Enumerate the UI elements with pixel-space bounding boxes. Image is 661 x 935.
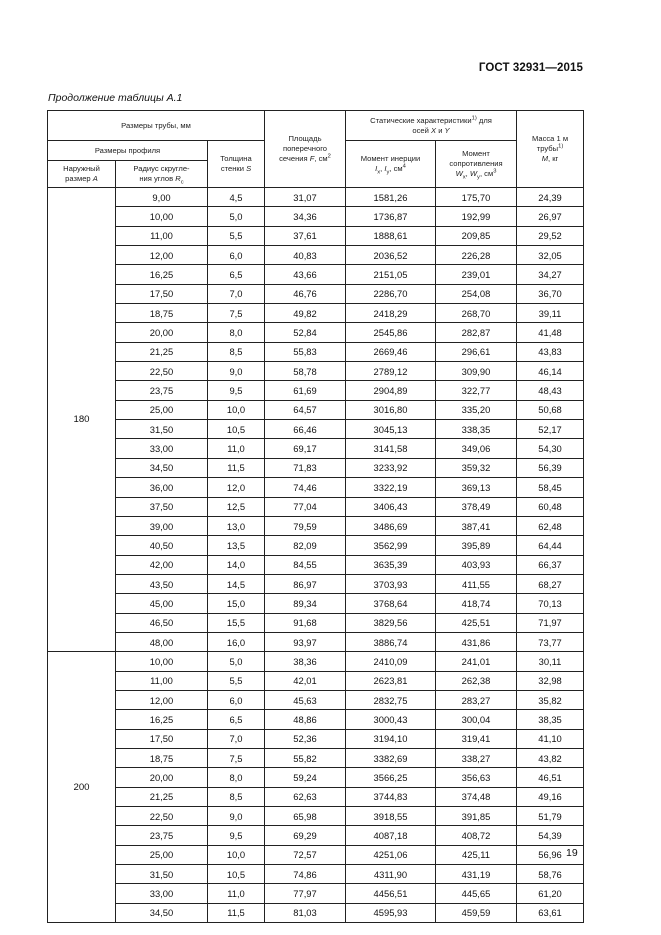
table-header — [48, 111, 584, 188]
modulus-cell: 283,27 — [436, 690, 517, 709]
table-caption: Продолжение таблицы А.1 — [48, 92, 183, 104]
wall-cell: 7,5 — [208, 304, 265, 323]
inertia-cell: 3322,19 — [346, 478, 436, 497]
radius-cell: 23,75 — [116, 381, 208, 400]
inertia-cell: 3141,58 — [346, 439, 436, 458]
mass-cell: 34,27 — [517, 265, 584, 284]
mass-cell: 26,97 — [517, 207, 584, 226]
inertia-cell: 3635,39 — [346, 555, 436, 574]
radius-cell: 12,00 — [116, 246, 208, 265]
mass-cell: 56,96 — [517, 845, 584, 864]
modulus-cell: 349,06 — [436, 439, 517, 458]
inertia-cell: 2623,81 — [346, 671, 436, 690]
area-cell: 74,46 — [265, 478, 346, 497]
modulus-cell: 319,41 — [436, 729, 517, 748]
area-cell: 59,24 — [265, 768, 346, 787]
radius-cell: 16,25 — [116, 710, 208, 729]
table-row — [48, 420, 584, 439]
table-row — [48, 536, 584, 555]
modulus-cell: 175,70 — [436, 188, 517, 207]
radius-cell: 31,50 — [116, 865, 208, 884]
radius-cell: 11,00 — [116, 226, 208, 245]
modulus-cell: 445,65 — [436, 884, 517, 903]
inertia-cell: 3829,56 — [346, 613, 436, 632]
inertia-cell: 3000,43 — [346, 710, 436, 729]
table-row — [48, 246, 584, 265]
modulus-cell: 387,41 — [436, 516, 517, 535]
area-cell: 55,83 — [265, 342, 346, 361]
inertia-cell: 3016,80 — [346, 400, 436, 419]
inertia-cell: 4456,51 — [346, 884, 436, 903]
wall-cell: 12,5 — [208, 497, 265, 516]
radius-cell: 16,25 — [116, 265, 208, 284]
mass-cell: 58,45 — [517, 478, 584, 497]
modulus-cell: 241,01 — [436, 652, 517, 671]
table-row — [48, 265, 584, 284]
table-body — [48, 188, 584, 923]
modulus-cell: 378,49 — [436, 497, 517, 516]
inertia-cell: 2286,70 — [346, 284, 436, 303]
modulus-cell: 418,74 — [436, 594, 517, 613]
wall-cell: 10,5 — [208, 865, 265, 884]
table-row — [48, 690, 584, 709]
table-row — [48, 284, 584, 303]
table-row — [48, 381, 584, 400]
table-row — [48, 362, 584, 381]
table-row — [48, 342, 584, 361]
header-profile-sizes: Размеры профиля — [48, 141, 208, 161]
radius-cell: 21,25 — [116, 787, 208, 806]
radius-cell: 36,00 — [116, 478, 208, 497]
area-cell: 77,97 — [265, 884, 346, 903]
inertia-cell: 4087,18 — [346, 826, 436, 845]
mass-cell: 46,14 — [517, 362, 584, 381]
header-moment-of-inertia: Момент инерции $I_x$, $I_y$, $см^4$ — [346, 141, 436, 188]
inertia-cell: 3045,13 — [346, 420, 436, 439]
header-pipe-sizes: Размеры трубы, мм — [48, 111, 265, 141]
modulus-cell: 395,89 — [436, 536, 517, 555]
table-row — [48, 439, 584, 458]
inertia-cell: 1888,61 — [346, 226, 436, 245]
inertia-cell: 3744,83 — [346, 787, 436, 806]
mass-cell: 51,79 — [517, 807, 584, 826]
inertia-cell: 3406,43 — [346, 497, 436, 516]
modulus-cell: 268,70 — [436, 304, 517, 323]
outer-size-cell: 180 — [48, 188, 116, 652]
table-row — [48, 400, 584, 419]
mass-cell: 29,52 — [517, 226, 584, 245]
mass-cell: 32,05 — [517, 246, 584, 265]
wall-cell: 11,0 — [208, 884, 265, 903]
radius-cell: 48,00 — [116, 632, 208, 651]
inertia-cell: 3768,64 — [346, 594, 436, 613]
table-row — [48, 594, 584, 613]
header-static-characteristics: Статические характеристики$^{1)}$ для осей X и Y — [346, 111, 517, 141]
modulus-cell: 369,13 — [436, 478, 517, 497]
table-row — [48, 188, 584, 207]
modulus-cell: 226,28 — [436, 246, 517, 265]
wall-cell: 13,0 — [208, 516, 265, 535]
table-row — [48, 884, 584, 903]
mass-cell: 36,70 — [517, 284, 584, 303]
area-cell: 49,82 — [265, 304, 346, 323]
modulus-cell: 431,19 — [436, 865, 517, 884]
inertia-cell: 1736,87 — [346, 207, 436, 226]
wall-cell: 14,5 — [208, 574, 265, 593]
table-row — [48, 304, 584, 323]
area-cell: 37,61 — [265, 226, 346, 245]
radius-cell: 45,00 — [116, 594, 208, 613]
modulus-cell: 296,61 — [436, 342, 517, 361]
modulus-cell: 459,59 — [436, 903, 517, 922]
area-cell: 86,97 — [265, 574, 346, 593]
inertia-cell: 3886,74 — [346, 632, 436, 651]
properties-table — [47, 110, 584, 923]
wall-cell: 9,0 — [208, 807, 265, 826]
radius-cell: 10,00 — [116, 207, 208, 226]
radius-cell: 18,75 — [116, 304, 208, 323]
radius-cell: 22,50 — [116, 807, 208, 826]
wall-cell: 5,0 — [208, 652, 265, 671]
area-cell: 34,36 — [265, 207, 346, 226]
area-cell: 31,07 — [265, 188, 346, 207]
wall-cell: 14,0 — [208, 555, 265, 574]
table-row — [48, 632, 584, 651]
inertia-cell: 2832,75 — [346, 690, 436, 709]
radius-cell: 17,50 — [116, 284, 208, 303]
radius-cell: 18,75 — [116, 748, 208, 767]
radius-cell: 20,00 — [116, 768, 208, 787]
area-cell: 72,57 — [265, 845, 346, 864]
header-wall-thickness: Толщина стенки S — [208, 141, 265, 188]
inertia-cell: 3382,69 — [346, 748, 436, 767]
radius-cell: 34,50 — [116, 903, 208, 922]
area-cell: 45,63 — [265, 690, 346, 709]
modulus-cell: 322,77 — [436, 381, 517, 400]
area-cell: 84,55 — [265, 555, 346, 574]
wall-cell: 10,5 — [208, 420, 265, 439]
modulus-cell: 192,99 — [436, 207, 517, 226]
area-cell: 48,86 — [265, 710, 346, 729]
area-cell: 81,03 — [265, 903, 346, 922]
header-outer-size: Наружный размер A — [48, 161, 116, 188]
area-cell: 64,57 — [265, 400, 346, 419]
radius-cell: 25,00 — [116, 400, 208, 419]
radius-cell: 11,00 — [116, 671, 208, 690]
mass-cell: 30,11 — [517, 652, 584, 671]
modulus-cell: 300,04 — [436, 710, 517, 729]
wall-cell: 5,5 — [208, 671, 265, 690]
area-cell: 42,01 — [265, 671, 346, 690]
inertia-cell: 4251,06 — [346, 845, 436, 864]
table-row — [48, 748, 584, 767]
modulus-cell: 338,35 — [436, 420, 517, 439]
inertia-cell: 2669,46 — [346, 342, 436, 361]
radius-cell: 10,00 — [116, 652, 208, 671]
wall-cell: 6,5 — [208, 265, 265, 284]
wall-cell: 11,5 — [208, 903, 265, 922]
modulus-cell: 403,93 — [436, 555, 517, 574]
modulus-cell: 425,51 — [436, 613, 517, 632]
radius-cell: 43,50 — [116, 574, 208, 593]
modulus-cell: 335,20 — [436, 400, 517, 419]
table-row — [48, 671, 584, 690]
mass-cell: 50,68 — [517, 400, 584, 419]
area-cell: 71,83 — [265, 458, 346, 477]
modulus-cell: 391,85 — [436, 807, 517, 826]
inertia-cell: 2545,86 — [346, 323, 436, 342]
inertia-cell: 1581,26 — [346, 188, 436, 207]
inertia-cell: 2151,05 — [346, 265, 436, 284]
modulus-cell: 425,11 — [436, 845, 517, 864]
mass-cell: 48,43 — [517, 381, 584, 400]
mass-cell: 43,82 — [517, 748, 584, 767]
mass-cell: 62,48 — [517, 516, 584, 535]
radius-cell: 12,00 — [116, 690, 208, 709]
area-cell: 74,86 — [265, 865, 346, 884]
area-cell: 69,17 — [265, 439, 346, 458]
mass-cell: 32,98 — [517, 671, 584, 690]
mass-cell: 43,83 — [517, 342, 584, 361]
table-row — [48, 845, 584, 864]
table-row — [48, 807, 584, 826]
mass-cell: 54,39 — [517, 826, 584, 845]
mass-cell: 56,39 — [517, 458, 584, 477]
wall-cell: 6,0 — [208, 246, 265, 265]
mass-cell: 41,48 — [517, 323, 584, 342]
mass-cell: 61,20 — [517, 884, 584, 903]
wall-cell: 11,5 — [208, 458, 265, 477]
wall-cell: 8,0 — [208, 768, 265, 787]
wall-cell: 8,0 — [208, 323, 265, 342]
wall-cell: 5,0 — [208, 207, 265, 226]
radius-cell: 33,00 — [116, 439, 208, 458]
mass-cell: 73,77 — [517, 632, 584, 651]
modulus-cell: 356,63 — [436, 768, 517, 787]
modulus-cell: 262,38 — [436, 671, 517, 690]
modulus-cell: 411,55 — [436, 574, 517, 593]
area-cell: 65,98 — [265, 807, 346, 826]
mass-cell: 58,76 — [517, 865, 584, 884]
wall-cell: 6,0 — [208, 690, 265, 709]
mass-cell: 71,97 — [517, 613, 584, 632]
inertia-cell: 2789,12 — [346, 362, 436, 381]
wall-cell: 7,0 — [208, 729, 265, 748]
mass-cell: 54,30 — [517, 439, 584, 458]
inertia-cell: 4311,90 — [346, 865, 436, 884]
table-row — [48, 323, 584, 342]
table-row — [48, 226, 584, 245]
wall-cell: 9,5 — [208, 381, 265, 400]
area-cell: 66,46 — [265, 420, 346, 439]
area-cell: 55,82 — [265, 748, 346, 767]
mass-cell: 60,48 — [517, 497, 584, 516]
modulus-cell: 239,01 — [436, 265, 517, 284]
wall-cell: 8,5 — [208, 342, 265, 361]
page-number: 19 — [566, 847, 578, 859]
modulus-cell: 338,27 — [436, 748, 517, 767]
inertia-cell: 3233,92 — [346, 458, 436, 477]
radius-cell: 25,00 — [116, 845, 208, 864]
radius-cell: 31,50 — [116, 420, 208, 439]
table-row — [48, 516, 584, 535]
inertia-cell: 3703,93 — [346, 574, 436, 593]
table-row — [48, 207, 584, 226]
area-cell: 77,04 — [265, 497, 346, 516]
document-header: ГОСТ 32931—2015 — [478, 62, 583, 74]
table-row — [48, 613, 584, 632]
header-area: Площадь поперечного сечения F, $см^2$ — [265, 111, 346, 188]
wall-cell: 8,5 — [208, 787, 265, 806]
inertia-cell: 3918,55 — [346, 807, 436, 826]
mass-cell: 64,44 — [517, 536, 584, 555]
inertia-cell: 4595,93 — [346, 903, 436, 922]
radius-cell: 42,00 — [116, 555, 208, 574]
inertia-cell: 3194,10 — [346, 729, 436, 748]
wall-cell: 16,0 — [208, 632, 265, 651]
radius-cell: 46,50 — [116, 613, 208, 632]
table-row — [48, 574, 584, 593]
table-row — [48, 903, 584, 922]
inertia-cell: 3566,25 — [346, 768, 436, 787]
inertia-cell: 2036,52 — [346, 246, 436, 265]
mass-cell: 24,39 — [517, 188, 584, 207]
inertia-cell: 3486,69 — [346, 516, 436, 535]
mass-cell: 66,37 — [517, 555, 584, 574]
radius-cell: 9,00 — [116, 188, 208, 207]
modulus-cell: 282,87 — [436, 323, 517, 342]
modulus-cell: 408,72 — [436, 826, 517, 845]
mass-cell: 70,13 — [517, 594, 584, 613]
radius-cell: 20,00 — [116, 323, 208, 342]
mass-cell: 35,82 — [517, 690, 584, 709]
table-row — [48, 787, 584, 806]
table-row — [48, 652, 584, 671]
table-row — [48, 555, 584, 574]
radius-cell: 33,00 — [116, 884, 208, 903]
mass-cell: 41,10 — [517, 729, 584, 748]
header-corner-radius: Радиус скругле- ния углов $R_c$ — [116, 161, 208, 188]
wall-cell: 10,0 — [208, 400, 265, 419]
inertia-cell: 2418,29 — [346, 304, 436, 323]
mass-cell: 39,11 — [517, 304, 584, 323]
inertia-cell: 2904,89 — [346, 381, 436, 400]
radius-cell: 40,50 — [116, 536, 208, 555]
outer-size-cell: 200 — [48, 652, 116, 923]
area-cell: 62,63 — [265, 787, 346, 806]
modulus-cell: 254,08 — [436, 284, 517, 303]
header-section-modulus: Момент сопротивления $W_x$, $W_y$, $см^3$ — [436, 141, 517, 188]
area-cell: 82,09 — [265, 536, 346, 555]
mass-cell: 38,35 — [517, 710, 584, 729]
modulus-cell: 359,32 — [436, 458, 517, 477]
table-row — [48, 478, 584, 497]
table-row — [48, 458, 584, 477]
wall-cell: 9,5 — [208, 826, 265, 845]
header-mass: Масса 1 м трубы$^{1)}$ M, кг — [517, 111, 584, 188]
radius-cell: 22,50 — [116, 362, 208, 381]
wall-cell: 9,0 — [208, 362, 265, 381]
table-row — [48, 729, 584, 748]
area-cell: 89,34 — [265, 594, 346, 613]
radius-cell: 37,50 — [116, 497, 208, 516]
area-cell: 52,36 — [265, 729, 346, 748]
area-cell: 43,66 — [265, 265, 346, 284]
area-cell: 46,76 — [265, 284, 346, 303]
area-cell: 91,68 — [265, 613, 346, 632]
area-cell: 58,78 — [265, 362, 346, 381]
table-row — [48, 497, 584, 516]
mass-cell: 52,17 — [517, 420, 584, 439]
area-cell: 69,29 — [265, 826, 346, 845]
radius-cell: 17,50 — [116, 729, 208, 748]
area-cell: 52,84 — [265, 323, 346, 342]
mass-cell: 63,61 — [517, 903, 584, 922]
mass-cell: 46,51 — [517, 768, 584, 787]
table-row — [48, 865, 584, 884]
wall-cell: 13,5 — [208, 536, 265, 555]
area-cell: 61,69 — [265, 381, 346, 400]
radius-cell: 34,50 — [116, 458, 208, 477]
wall-cell: 12,0 — [208, 478, 265, 497]
area-cell: 40,83 — [265, 246, 346, 265]
area-cell: 93,97 — [265, 632, 346, 651]
radius-cell: 21,25 — [116, 342, 208, 361]
area-cell: 79,59 — [265, 516, 346, 535]
area-cell: 38,36 — [265, 652, 346, 671]
inertia-cell: 3562,99 — [346, 536, 436, 555]
wall-cell: 7,0 — [208, 284, 265, 303]
wall-cell: 11,0 — [208, 439, 265, 458]
mass-cell: 68,27 — [517, 574, 584, 593]
modulus-cell: 431,86 — [436, 632, 517, 651]
wall-cell: 4,5 — [208, 188, 265, 207]
wall-cell: 15,5 — [208, 613, 265, 632]
radius-cell: 23,75 — [116, 826, 208, 845]
wall-cell: 15,0 — [208, 594, 265, 613]
wall-cell: 10,0 — [208, 845, 265, 864]
wall-cell: 6,5 — [208, 710, 265, 729]
radius-cell: 39,00 — [116, 516, 208, 535]
table-row — [48, 768, 584, 787]
modulus-cell: 209,85 — [436, 226, 517, 245]
mass-cell: 49,16 — [517, 787, 584, 806]
wall-cell: 5,5 — [208, 226, 265, 245]
inertia-cell: 2410,09 — [346, 652, 436, 671]
table-row — [48, 710, 584, 729]
modulus-cell: 374,48 — [436, 787, 517, 806]
table-row — [48, 826, 584, 845]
wall-cell: 7,5 — [208, 748, 265, 767]
modulus-cell: 309,90 — [436, 362, 517, 381]
